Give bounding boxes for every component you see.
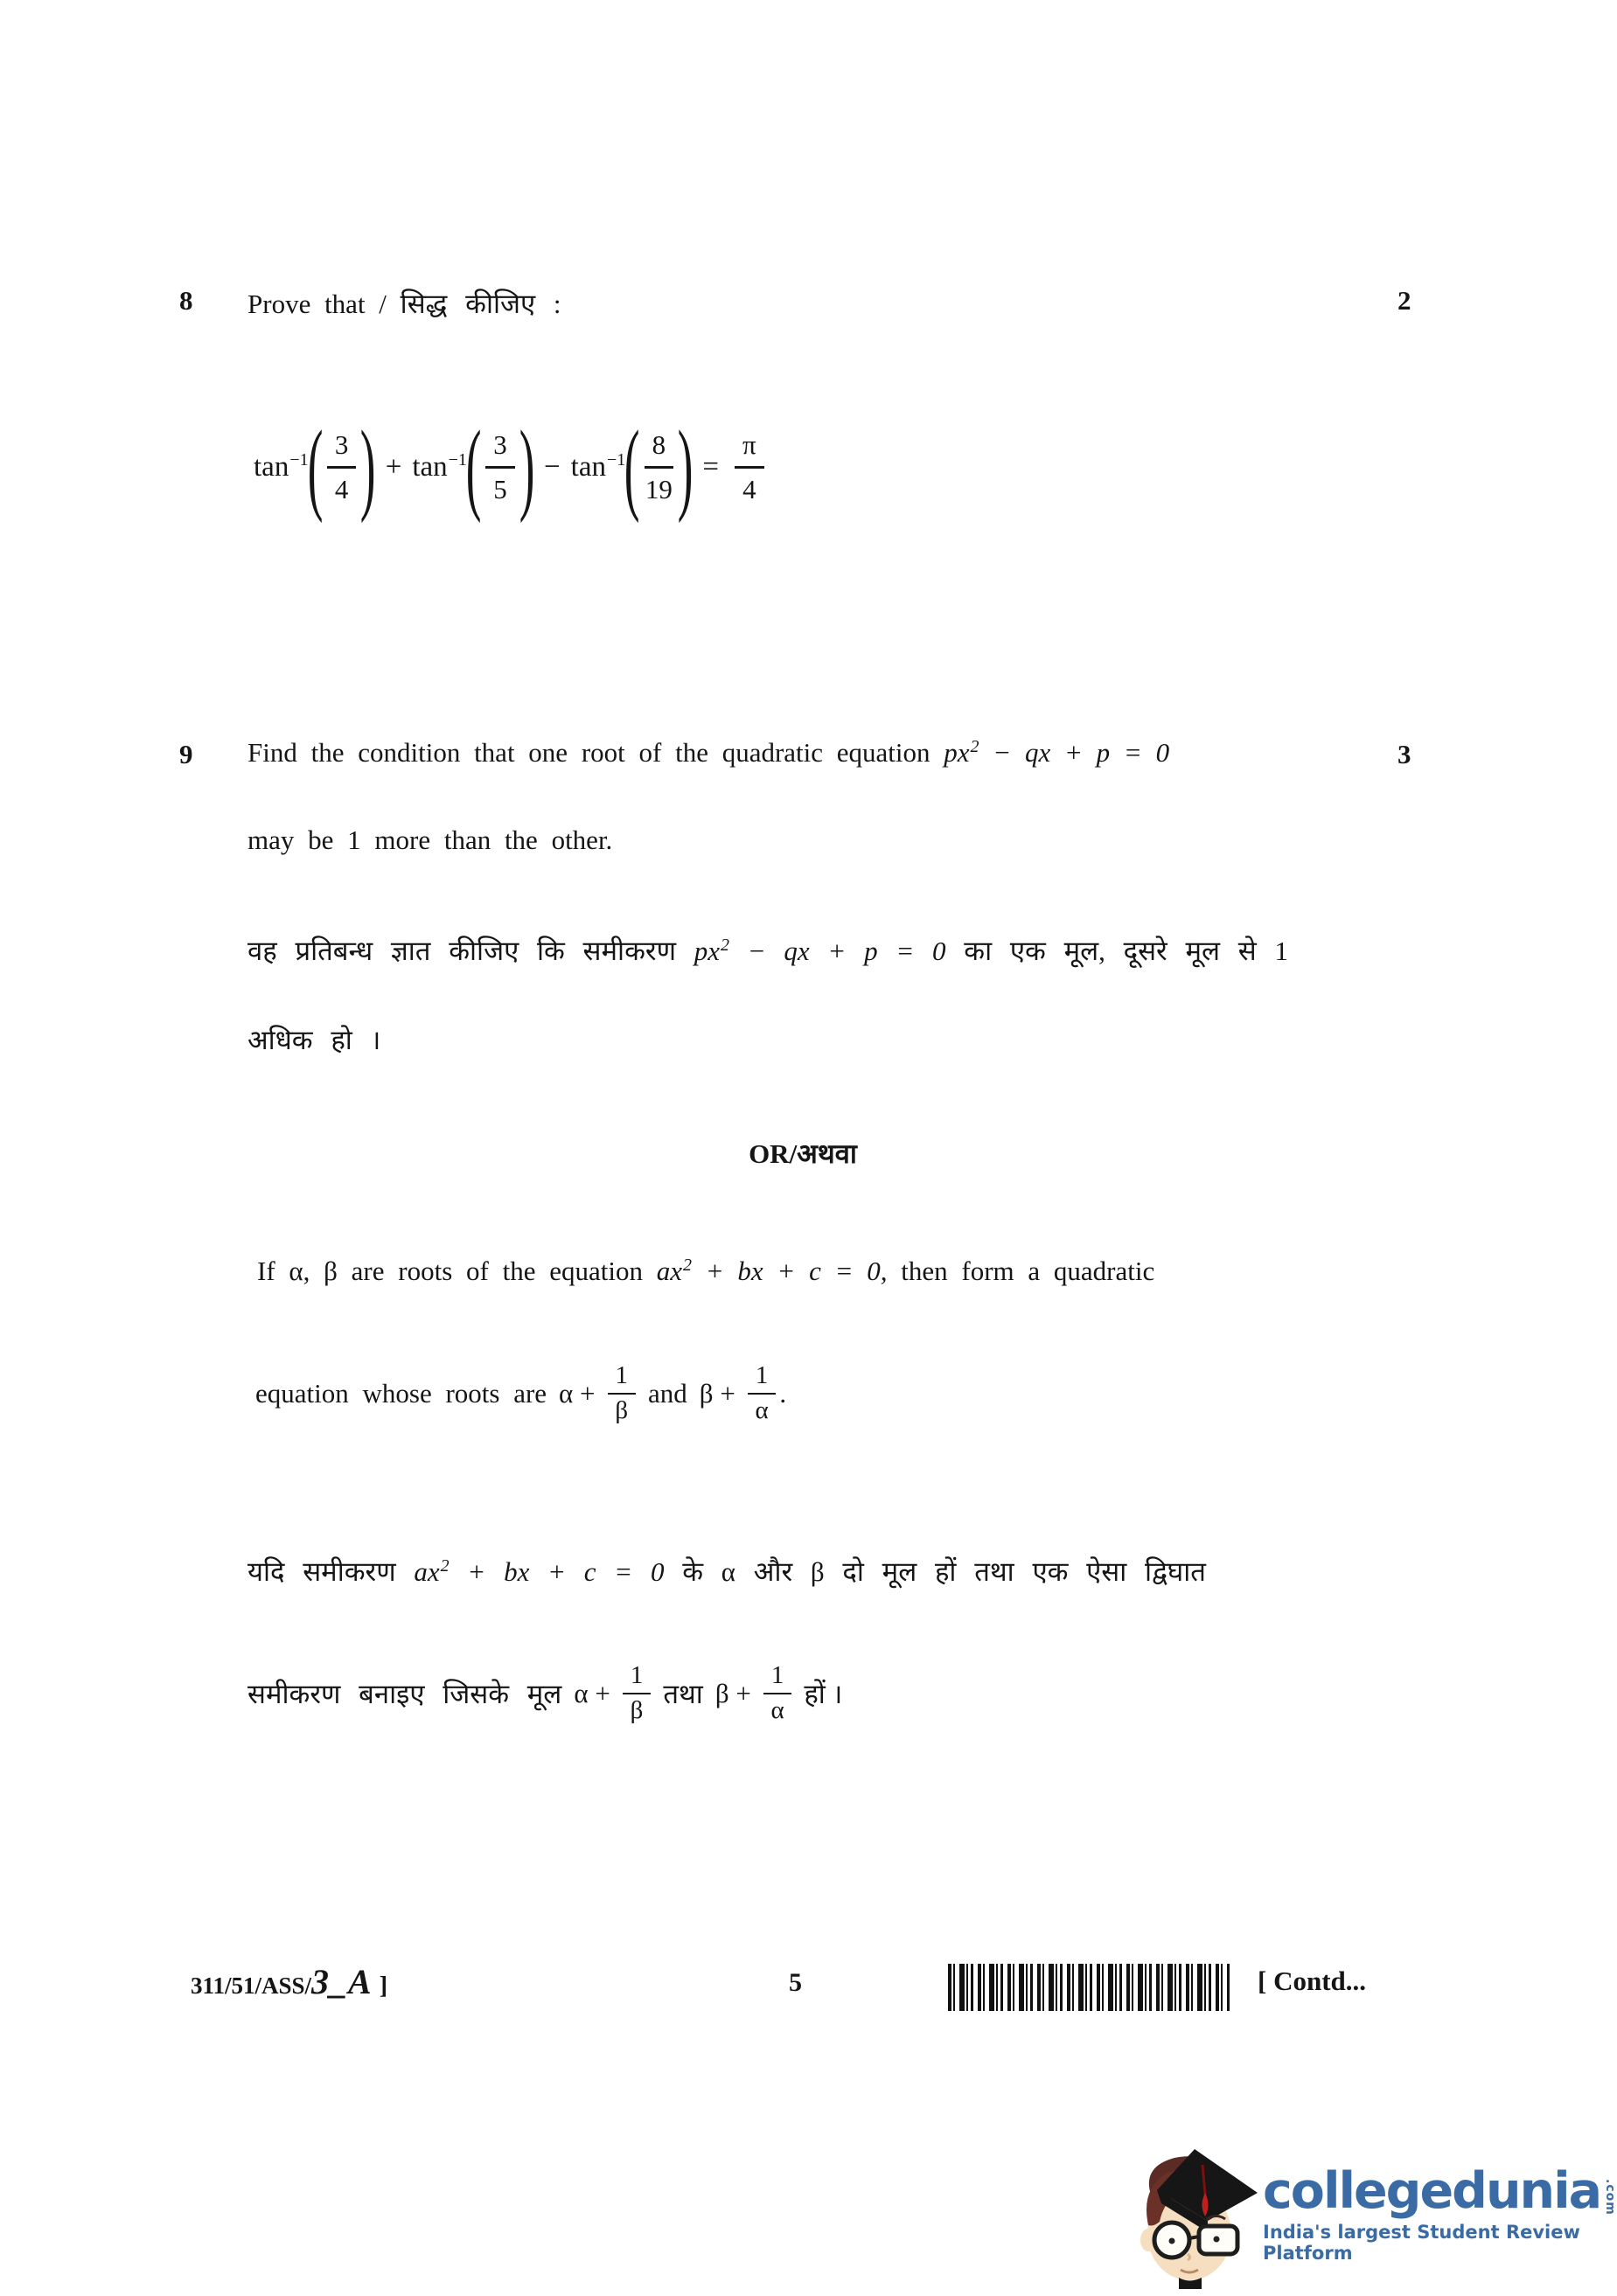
equals-sign: = [702, 450, 719, 483]
question-9-line2: may be 1 more than the other. [247, 824, 613, 855]
left-paren: ( [307, 409, 324, 524]
brand-tld: .com [1603, 2178, 1617, 2216]
question-8-marks: 2 [1397, 285, 1411, 316]
ax2-equation-inline: $ax^2$ + bx + c = 0, [656, 1255, 888, 1286]
ax2-equation-inline-hi: $ax^2$ + bx + c = 0 [414, 1555, 665, 1587]
fraction-1-beta-hi: $\frac{1}{\beta}$ [623, 1662, 652, 1725]
root-alpha-prefix: α + [559, 1377, 596, 1409]
tatha-conjunction: तथा [663, 1678, 703, 1709]
brand-tagline: India's largest Student Review Platform [1263, 2221, 1580, 2264]
left-paren: ( [624, 409, 640, 524]
page-number: 5 [789, 1968, 802, 1997]
or-english-line2: equation whose roots are α + $\frac{1}{\beta}$ and β + $\frac{1}{\alpha}$ . [255, 1361, 787, 1424]
hon-suffix: हों । [804, 1678, 843, 1709]
right-paren: ) [677, 409, 693, 524]
fraction-1-alpha: $\frac{1}{\alpha}$ [748, 1362, 777, 1425]
plus-operator: + [385, 450, 402, 483]
right-paren: ) [360, 409, 376, 524]
question-9-hindi-line1: वह प्रतिबन्ध ज्ञात कीजिए कि समीकरण $px^2$ − qx + p = 0 का एक मूल, दूसरे मूल से 1 [247, 935, 1288, 966]
fraction-1-beta: $\frac{1}{\beta}$ [608, 1362, 637, 1425]
brand-name: collegedunia [1263, 2161, 1601, 2220]
question-9-hindi-line2: अधिक हो । [247, 1025, 381, 1055]
or-hindi-line2: समीकरण बनाइए जिसके मूल α + $\frac{1}{\beta}$ तथा β + $\frac{1}{\alpha}$ हों । [247, 1661, 843, 1724]
root-alpha-prefix-hi: α + [574, 1677, 610, 1708]
paper-code: 311/51/ASS/3_A ] [191, 1962, 388, 2001]
or-hindi-line1: यदि समीकरण $ax^2$ + bx + c = 0 के α और β दो मूल हों तथा एक ऐसा द्विघात [247, 1555, 1206, 1587]
tan-inverse-1: $\tan^{-1}$ [254, 449, 309, 483]
right-paren: ) [519, 409, 535, 524]
question-8-equation [254, 409, 770, 524]
question-8-prompt [247, 285, 561, 322]
question-8-prompt-hi: सिद्ध कीजिए : [400, 289, 561, 319]
fraction-pi-4: $\frac{\pi}{4}$ [735, 429, 764, 504]
question-9-line1 [247, 737, 1169, 769]
question-8-number: 8 [179, 285, 193, 316]
quadratic-equation-inline-hi: $px^2$ − qx + p = 0 [693, 935, 946, 966]
fraction-3-5: 3 5 [485, 429, 515, 504]
and-conjunction: and [648, 1377, 687, 1409]
contd-label: [ Contd... [1258, 1966, 1367, 1996]
quadratic-equation-inline: $px^2$ − qx + p = 0 [944, 736, 1170, 768]
barcode [948, 1964, 1230, 2011]
collegedunia-mascot-icon [1126, 2140, 1259, 2289]
period: . [779, 1377, 787, 1409]
question-8-prompt-en: Prove that / [247, 289, 387, 319]
tan-inverse-3: $\tan^{-1}$ [570, 449, 626, 483]
root-beta-prefix-hi: β + [714, 1677, 751, 1708]
root-beta-prefix: β + [699, 1377, 735, 1409]
fraction-1-alpha-hi: $\frac{1}{\alpha}$ [763, 1662, 792, 1725]
or-separator: OR/अथवा [749, 1138, 857, 1169]
or-english-line1: If α, β are roots of the equation $ax^2$ + bx + c = 0, then form a quadratic [257, 1255, 1155, 1286]
minus-operator: − [544, 450, 561, 483]
collegedunia-logo [1126, 2140, 1617, 2289]
question-9-number: 9 [179, 739, 193, 769]
question-9-text-en: Find the condition that one root of the quadratic equation [247, 737, 930, 768]
tan-inverse-2: $\tan^{-1}$ [412, 449, 467, 483]
fraction-3-4: 3 4 [327, 429, 357, 504]
left-paren: ( [465, 409, 482, 524]
fraction-8-19: 8 19 [645, 429, 673, 504]
question-9-marks: 3 [1397, 739, 1411, 769]
